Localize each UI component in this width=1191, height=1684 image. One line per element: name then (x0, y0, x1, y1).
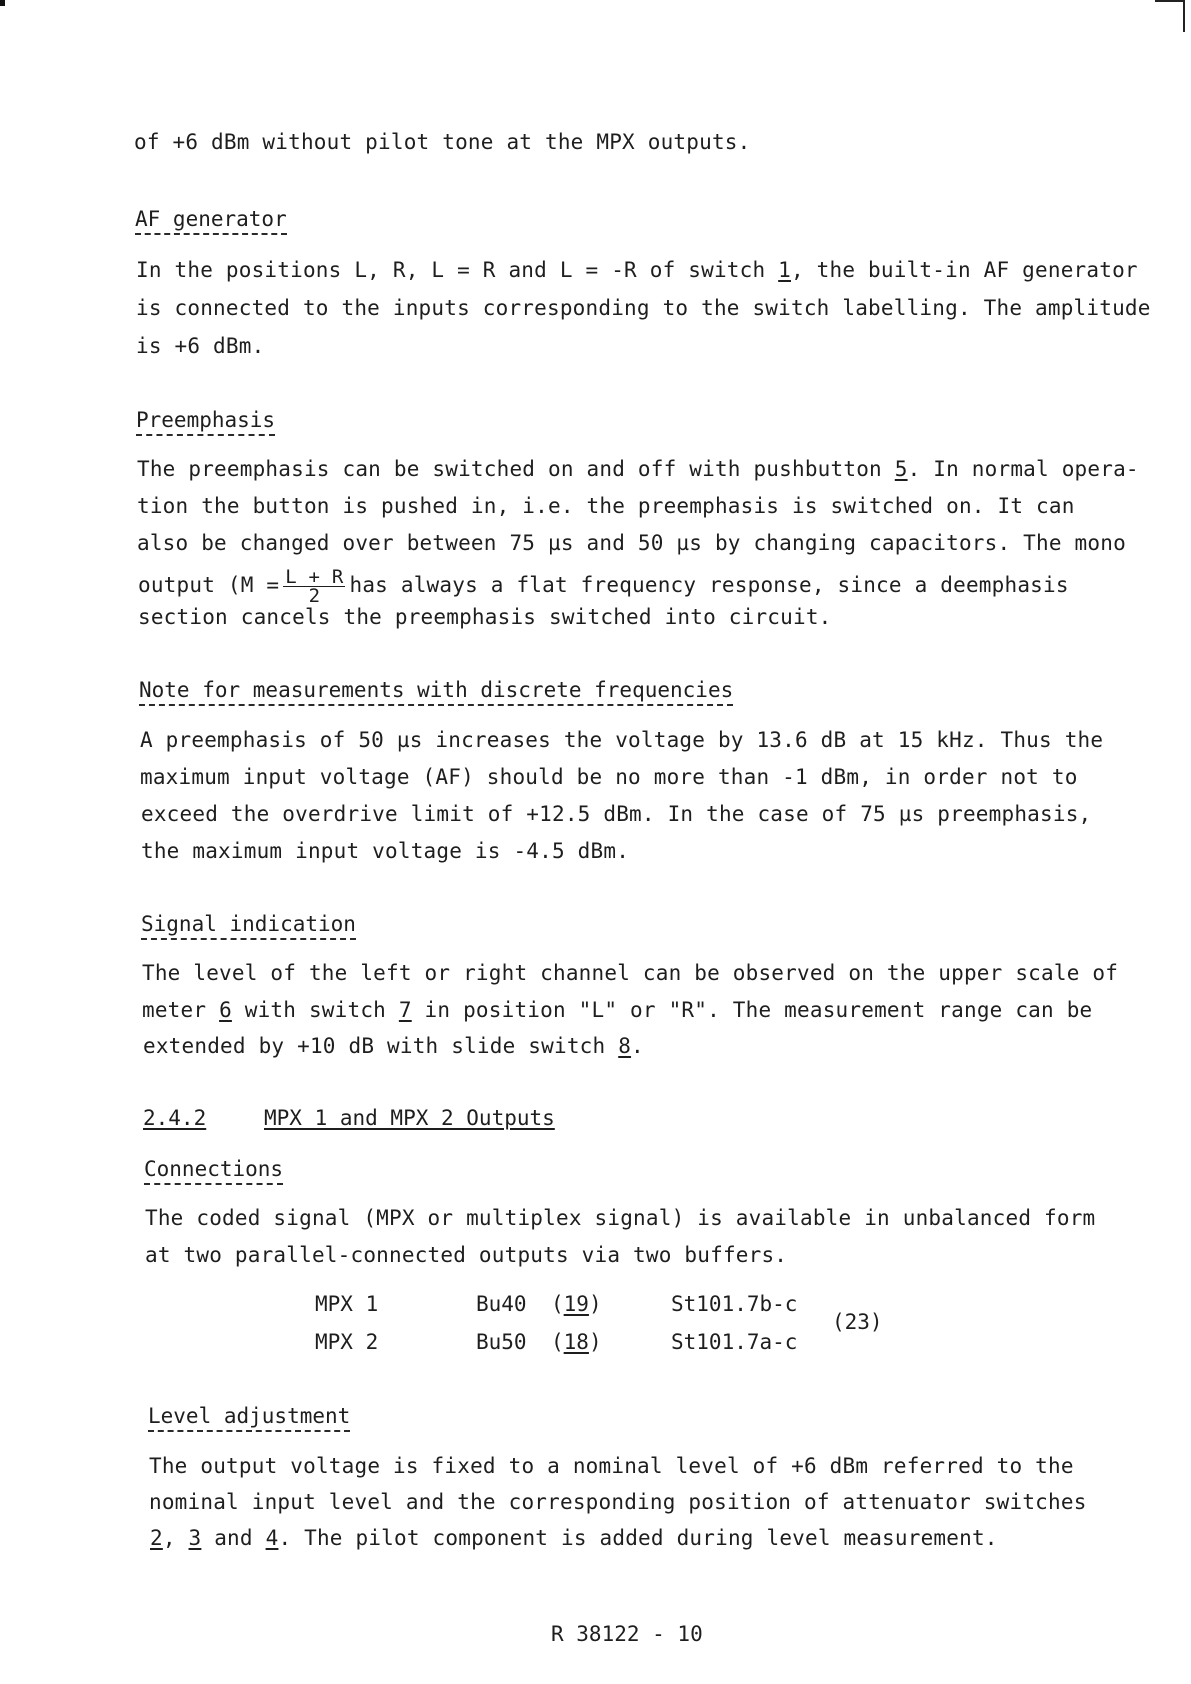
af-generator-line-2: is connected to the inputs corresponding to the switch labelling. The amplitude (136, 296, 1151, 320)
intro-line: of +6 dBm without pilot tone at the MPX outputs. (134, 130, 751, 154)
note-line-4: the maximum input voltage is -4.5 dBm. (141, 839, 630, 863)
level-adjustment-line-3: 2, 3 and 4. The pilot component is added during level measurement. (150, 1526, 998, 1550)
preemphasis-heading: Preemphasis (136, 408, 275, 436)
note-line-2: maximum input voltage (AF) should be no more than -1 dBm, in order not to (140, 765, 1078, 789)
preemphasis-line-1: The preemphasis can be switched on and off with pushbutton 5. In normal opera- (137, 457, 1139, 481)
page-corner-mark (1155, 0, 1185, 32)
note-line-3: exceed the overdrive limit of +12.5 dBm. In the case of 75 µs preemphasis, (141, 802, 1092, 826)
mpx1-ref: (19) (551, 1292, 602, 1316)
note-heading: Note for measurements with discrete frequencies (139, 678, 733, 706)
af-generator-line-3: is +6 dBm. (136, 334, 265, 358)
mpx1-output: MPX 1 (315, 1292, 379, 1316)
signal-indication-line-2: meter 6 with switch 7 in position "L" or "R". The measurement range can be (142, 998, 1093, 1022)
af-generator-line-1: In the positions L, R, L = R and L = -R of switch 1, the built-in AF generator (136, 258, 1138, 282)
mpx2-output: MPX 2 (315, 1330, 379, 1354)
preemphasis-line-5: section cancels the preemphasis switched into circuit. (138, 605, 832, 629)
level-adjustment-line-2: nominal input level and the corresponding position of attenuator switches (149, 1490, 1087, 1514)
mpx2-ref: (18) (551, 1330, 602, 1354)
mono-fraction: $\frac{L + R}{2}$ (285, 565, 344, 607)
connections-line-2: at two parallel-connected outputs via two buffers. (145, 1243, 788, 1267)
mpx1-socket: Bu40 (476, 1292, 527, 1316)
connections-heading: Connections (144, 1157, 283, 1185)
section-number: 2.4.2 (143, 1106, 207, 1130)
mpx2-pin: St101.7a-c (671, 1330, 798, 1354)
mpx1-pin: St101.7b-c (671, 1292, 798, 1316)
table-note: (23) (832, 1310, 883, 1334)
note-line-1: A preemphasis of 50 µs increases the voltage by 13.6 dB at 15 kHz. Thus the (140, 728, 1104, 752)
scan-mark (0, 0, 5, 6)
signal-indication-line-1: The level of the left or right channel can be observed on the upper scale of (142, 961, 1119, 985)
section-title: MPX 1 and MPX 2 Outputs (264, 1106, 555, 1130)
connections-line-1: The coded signal (MPX or multiplex signal) is available in unbalanced form (145, 1206, 1096, 1230)
mpx2-socket: Bu50 (476, 1330, 527, 1354)
af-generator-heading: AF generator (135, 207, 287, 235)
signal-indication-line-3: extended by +10 dB with slide switch 8. (143, 1034, 644, 1058)
page-reference: R 38122 - 10 (551, 1622, 703, 1646)
preemphasis-line-2: tion the button is pushed in, i.e. the preemphasis is switched on. It can (137, 494, 1075, 518)
preemphasis-line-3: also be changed over between 75 µs and 50 µs by changing capacitors. The mono (137, 531, 1126, 555)
level-adjustment-line-1: The output voltage is fixed to a nominal level of +6 dBm referred to the (149, 1454, 1074, 1478)
preemphasis-line-4: output (M = $\frac{L + R}{2}$ has always a flat frequency response, since a deemphasis (138, 565, 1069, 607)
signal-indication-heading: Signal indication (141, 912, 356, 940)
level-adjustment-heading: Level adjustment (148, 1404, 350, 1432)
